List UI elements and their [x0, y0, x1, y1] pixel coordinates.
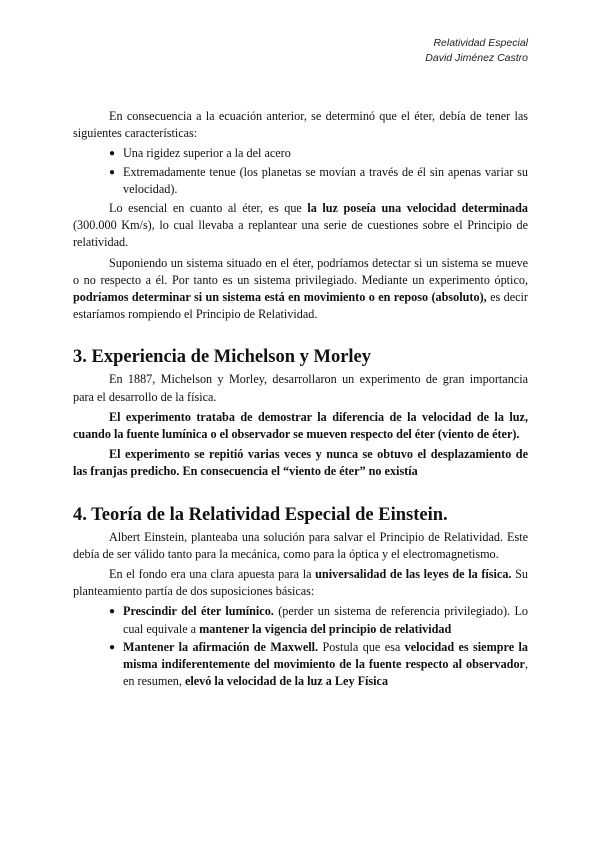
- section-4-heading: 4. Teoría de la Relatividad Especial de Einstein.: [73, 504, 448, 525]
- header-title: Relatividad Especial: [433, 37, 528, 49]
- page-header: [425, 36, 528, 66]
- bullet-icon: ●: [109, 166, 116, 178]
- section-3-paragraph-1: En 1887, Michelson y Morley, desarrollaron un experimento de gran importancia para el desarrollo de la física.: [73, 372, 528, 404]
- intro-paragraph-3: Suponiendo un sistema situado en el éter, podríamos detectar si un sistema se mueve o no respecto a él. Por tanto es un sistema privilegiado. Mediante un experimento óptico, podríamos determinar si un sistema está en movimiento o en reposo (absoluto), es decir estaríamos rompiendo el Principio de Relatividad.: [73, 255, 528, 322]
- section-3-heading: 3. Experiencia de Michelson y Morley: [73, 347, 372, 368]
- header-author: David Jiménez Castro: [425, 52, 528, 64]
- ether-properties-list: [73, 145, 528, 198]
- einstein-postulates-list: [73, 603, 528, 690]
- bullet-icon: ●: [109, 641, 116, 653]
- section-3-paragraph-2: El experimento trataba de demostrar la diferencia de la velocidad de la luz, cuando la fuente lumínica o el observador se mueven respecto del éter (viento de éter).: [73, 409, 528, 442]
- intro-paragraph-1: En consecuencia a la ecuación anterior, se determinó que el éter, debía de tener las siguientes características:: [73, 109, 528, 141]
- bullet-icon: ●: [109, 148, 116, 160]
- list-item: ● Una rigidez superior a la del acero: [123, 145, 528, 162]
- list-item: ● Mantener la afirmación de Maxwell. Postula que esa velocidad es siempre la misma indiferentemente del movimiento de la fuente respecto al observador, en resumen, elevó la velocidad de la luz a Ley Física: [109, 639, 528, 689]
- section-3-paragraph-3: El experimento se repitió varias veces y nunca se obtuvo el desplazamiento de las franjas predicho. En consecuencia el “viento de éter” no existía: [73, 447, 528, 479]
- bullet-icon: ●: [109, 606, 116, 618]
- list-item: ● Prescindir del éter lumínico. (perder un sistema de referencia privilegiado). Lo cual equivale a mantener la vigencia del principio de relatividad: [109, 604, 528, 636]
- document-body: [73, 108, 528, 692]
- intro-paragraph-2: Lo esencial en cuanto al éter, es que la luz poseía una velocidad determinada (300.000 Km/s), lo cual llevaba a replantear una serie de cuestiones sobre el Principio de relatividad.: [73, 201, 529, 250]
- section-4-paragraph-1: Albert Einstein, planteaba una solución para salvar el Principio de Relatividad. Este debía de ser válido tanto para la mecánica, como para la óptica y el electromagnetismo.: [73, 529, 528, 561]
- list-item: ● Extremadamente tenue (los planetas se movían a través de él sin apenas variar su velocidad).: [109, 164, 528, 196]
- section-4-paragraph-2: En el fondo era una clara apuesta para la universalidad de las leyes de la física. Su planteamiento partía de dos suposiciones básicas:: [73, 567, 528, 599]
